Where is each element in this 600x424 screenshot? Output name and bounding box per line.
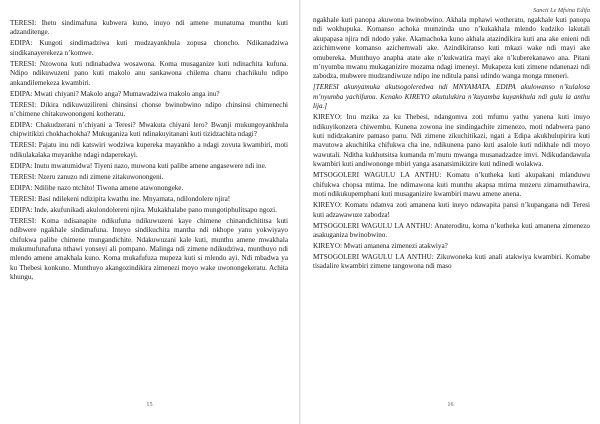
dialogue-paragraph: TERESI: Pajatu inu ndi katswiri wodziwa kupereka mayankho a ndagi zovuta kwambiri, moti ndikulakalaka muyankhe ndagi ndaperekayi. [10, 141, 288, 159]
dialogue-paragraph: EDIPA: Chakudzerani n’chiyani a Teresi? Mwakuta chiyani lero? Bwanji mukungoyankhula chipwitikizi chokhachokha? Mukuganiza kuti ndinakuyitanani kuti tizidzachita ndagi? [10, 121, 288, 139]
dialogue-paragraph: TERESI: Dikira ndikuwuzilireni chinsinsi chonse bwinobwino ndipo chinsinsi chimenechi n’chimene chitakuwonongeni kotheratu. [10, 100, 288, 119]
dialogue-paragraph: TERESI: Koma ndisanapite ndikufuna ndikuwuzeni kaye chimene chinandichititsa kuti ndibwere ngakhale sindimafuna. Inteyo sindikuchita mantha ndi nkhope yanu yokwiyayo chifukwa palibe chimene mungandichite. Ndakuwuzani kale kuti, munthu amene mwakhala mukumufunafuna nthawi yonseyi ali pompano. Malinga ndi zimene ndikudziwa, munthuyo ndi mlendo amene amakhala kuno. Koma mukafufuza mupeza kuti si mlendo ayi. Ndi mbadwa ya ku Thebesi konkuno. Munthuyo akangozindikira zimenezi moyo wake uwonongekeratu. Achita khungu, [10, 216, 288, 282]
dialogue-paragraph: MTSOGOLERI WAGULU LA ANTHU: Anateroditu, koma n’kutheka kuti amanena zimenezo asakuganiza bwinobwino. [313, 221, 590, 239]
running-head-right: Sancti Le Mfsina Edifa [533, 7, 590, 14]
dialogue-paragraph: KIREYO: Inu mzika za ku Thebesi, ndangomva zoti mfumu yathu yanena kuti inuyo ndikuyikonzera chiwembu. Kunena zowona ine sindingachite zimenezo, moti ndabwera pano kuti ndidzakanire pamaso panu. Ndi zimene zikuchitikazi, ngati a Edipa akukhulupirira kuti mavutowa akuchitika chifukwa cha ine, ndikunena pano kuti asalole kuti ndikhale ndi moyo wawutali. Nditha kukhutsitsa kumanda m’mutu mwanga musanadzadze imvi. Ndikudandawula kwambiri kuti andiwononge mbiri yanga asanatsimikizire kuti ndinedi wolakwa. [313, 113, 590, 169]
dialogue-paragraph: ngakhale kuti panopa akuwona bwinobwino. Akhala mphawi wotheratu, ngakhale kuti panopa ndi wokhupuka. Komanso achoka mumzinda uno n’kukakhala mlendo kudziko lakutali akupapasa njira ndi ndodo yake. Akamachoka kuno akhala atazindikira kuti ana ake enieni ndi azichimwene komanso azichemwali ake. Azindikiranso kuti mkazi wake ndi mayi ake omubereka. Munthuyo anapha atate ake n’kukwatira mayi ake n’kuberekanawo ana. Pitani m’nyumba mwanu mukaganizire mozama ndagi imeneyi. Mukapeza kuti zimene ndanenazi ndi zabodza, mubwere mudzandiwuze ndipo ine nditula pansi udindo wanga monga mneneri. [313, 16, 590, 81]
stage-direction: [TERESI akunyamuka akutsogoleredwa ndi MNYAMATA. EDIPA akulowanso n’kulalosa m’nyumba yachifumu. Kenako KIREYO akutulukira n’kuyamba kuyankhula ndi gulu la anthu lija.] [313, 83, 590, 111]
dialogue-paragraph: TERESI: Basi ndilekeni ndizipita kwathu ine. Mnyamata, ndilondolere njira! [10, 194, 231, 203]
dialogue-paragraph: EDIPA: Ndilibe nazo ntchito! Tiwona amene atawonongeke. [10, 183, 184, 192]
dialogue-paragraph: TERESI: Nzeru zanuzo ndi zimene zitakuwonongeni. [10, 172, 164, 181]
dialogue-paragraph: MTSOGOLERI WAGULU LA ANTHU: Komatu n’kutheka kuti akupakani mlanduwu chifukwa chopsa mtima. Ine ndimawona kuti munthu akapsa mtima mnzeru zimamuthawira, moti ndikukupemphani kuti musaganizire kwambiri mawu amene anena. [313, 171, 590, 199]
page-number-left: 15 [146, 401, 153, 408]
dialogue-paragraph: EDIPA: Kungoti sindimadziwa kuti mudzayankhula zopusa choncho. Ndikanadziwa sindikanayerekeza n’komwe. [10, 39, 288, 57]
dialogue-paragraph: EDIPA: Inde, akufunikadi akulondolereni njira. Mukakhalabe pano mungotiphulitsapo ngozi. [10, 205, 277, 214]
dialogue-paragraph: KIREYO: Komatu ndamva zoti amanena kuti ineyo ndawapita pansi n’kupangana ndi Teresi kuti adzawawuze zabodza! [313, 201, 590, 219]
dialogue-paragraph: KIREYO: Mwati amanena zimenezi atakwiya? [313, 241, 448, 250]
left-page-body [10, 19, 288, 283]
dialogue-paragraph: TERESI: Ihetu sindimafuna kubwera kuno, inuyo ndi amene munatuma munthu kuti adzanditenge. [10, 19, 288, 37]
left-page [0, 0, 299, 424]
running-head-left [10, 10, 288, 19]
dialogue-paragraph: MTSOGOLERI WAGULU LA ANTHU: Zikuwoneka kuti anali atakwiya kwambiri. Komabe tisadalire kwambiri zimene tangowona ndi maso [313, 252, 590, 271]
page-number-right: 16 [447, 401, 454, 408]
right-page-body [313, 16, 590, 272]
dialogue-paragraph: EDIPA: Inutu mwatumidwa! Tiyeni nazo, muwona kuti palibe amene angasewere ndi ine. [10, 161, 267, 170]
dialogue-paragraph: EDIPA: Mwati chiyani? Makolo anga? Mumawadziwa makolo anga inu? [10, 89, 220, 98]
dialogue-paragraph: TERESI: Nzowona kuti ndinabadwa wosawona. Koma musaganize kuti ndinachita kufuna. Ndipo ndikuwuzeni pano kuti makolo anu sankawona chilema chanu chachikulu ndipo ankandilemekeza kwambiri. [10, 59, 288, 87]
right-page [301, 0, 600, 424]
